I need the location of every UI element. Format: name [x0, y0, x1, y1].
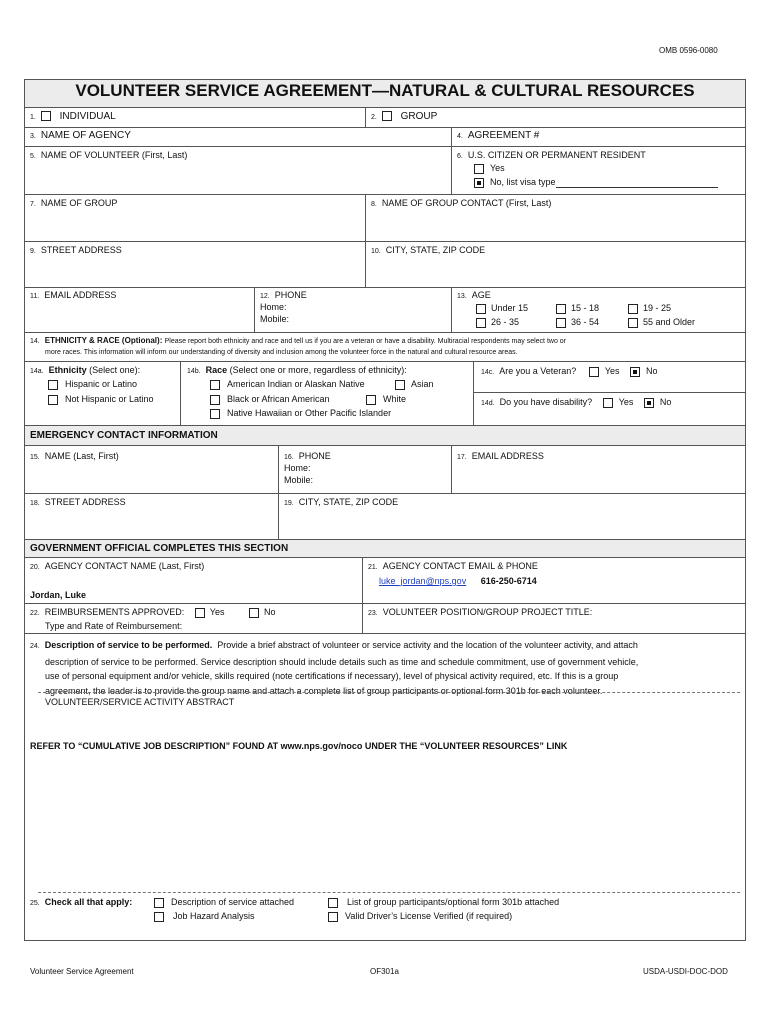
- field-18-street[interactable]: 18. STREET ADDRESS: [30, 497, 126, 507]
- agency-email-link[interactable]: luke_jordan@nps.gov: [379, 576, 467, 586]
- field-22-reimbursements: 22. REIMBURSEMENTS APPROVED: Yes No: [30, 607, 276, 617]
- field-4-agreement[interactable]: 4. AGREEMENT #: [457, 130, 540, 141]
- field-14-ethnicity-race: 14. ETHNICITY & RACE (Optional): Please report both ethnicity and race and tell us if you are a veteran or have a disability. Multiracial respondents may select two or: [30, 336, 567, 345]
- field-21-agency-email-phone: 21. AGENCY CONTACT EMAIL & PHONE: [368, 561, 538, 571]
- individual-checkbox[interactable]: [41, 111, 51, 121]
- field-24-description: 24. Description of service to be performed. Provide a brief abstract of volunteer or service activity and the location of the volunteer activity, and attach description of service to be performed. Service description should include details such as time and schedule commitment, use of government vehicle, use of personal equipment and/or vehicle, skills required (note certifications if necessary), level of physical activity required, etc. If this is a group agreement, the leader is to provide the group name and attach a complete list of group participants or optional form 301b for each volunteer.: [30, 640, 639, 696]
- field-17-email[interactable]: 17. EMAIL ADDRESS: [457, 451, 544, 461]
- reimbursement-yes-checkbox[interactable]: [195, 608, 205, 618]
- citizen-yes[interactable]: Yes: [474, 163, 505, 174]
- field-19-city[interactable]: 19. CITY, STATE, ZIP CODE: [284, 497, 399, 507]
- age-under-15[interactable]: Under 15: [476, 303, 528, 314]
- field-13-age: 13. AGE: [457, 290, 491, 300]
- check-description-attached[interactable]: Description of service attached: [154, 897, 294, 908]
- field-2-group: 2. GROUP: [371, 111, 438, 122]
- field-14d-disability: 14d. Do you have disability? Yes No: [481, 397, 672, 407]
- disability-yes-checkbox[interactable]: [603, 398, 613, 408]
- check-job-hazard-analysis[interactable]: Job Hazard Analysis: [154, 911, 255, 922]
- field-1-individual: 1. INDIVIDUAL: [30, 111, 116, 122]
- field-7-group-name[interactable]: 7. NAME OF GROUP: [30, 198, 118, 208]
- form-title: VOLUNTEER SERVICE AGREEMENT—NATURAL & CULTURAL RESOURCES: [75, 81, 695, 100]
- field-5-volunteer-name[interactable]: 5. NAME OF VOLUNTEER (First, Last): [30, 150, 188, 160]
- field-14a-ethnicity: 14a. Ethnicity (Select one):: [30, 365, 141, 375]
- footer-agencies: USDA-USDI-DOC-DOD: [643, 967, 728, 976]
- check-group-participants[interactable]: List of group participants/optional form 301b attached: [328, 897, 559, 908]
- age-26-35[interactable]: 26 - 35: [476, 317, 519, 328]
- agency-contact-values: [379, 576, 537, 586]
- field-10-city[interactable]: 10. CITY, STATE, ZIP CODE: [371, 245, 486, 255]
- age-36-54[interactable]: 36 - 54: [556, 317, 599, 328]
- service-activity-abstract-label: VOLUNTEER/SERVICE ACTIVITY ABSTRACT: [45, 697, 235, 707]
- agency-contact-name-value[interactable]: Jordan, Luke: [30, 590, 87, 600]
- field-15-name[interactable]: 15. NAME (Last, First): [30, 451, 119, 461]
- age-19-25[interactable]: 19 - 25: [628, 303, 671, 314]
- veteran-no-checkbox[interactable]: [630, 367, 640, 377]
- field-11-email[interactable]: 11. EMAIL ADDRESS: [30, 290, 117, 300]
- reimbursement-no-checkbox[interactable]: [249, 608, 259, 618]
- field-12-phone[interactable]: 12. PHONE Home: Mobile:: [260, 290, 307, 324]
- field-14c-veteran: 14c. Are you a Veteran? Yes No: [481, 366, 658, 376]
- age-15-18[interactable]: 15 - 18: [556, 303, 599, 314]
- field-6-citizen: 6. U.S. CITIZEN OR PERMANENT RESIDENT: [457, 150, 646, 160]
- footer-form-number: OF301a: [370, 967, 399, 976]
- field-8-group-contact[interactable]: 8. NAME OF GROUP CONTACT (First, Last): [371, 198, 552, 208]
- age-55-older[interactable]: 55 and Older: [628, 317, 695, 328]
- race-asian[interactable]: Asian: [395, 379, 434, 390]
- reimbursement-type-rate[interactable]: Type and Rate of Reimbursement:: [45, 621, 183, 631]
- race-american-indian[interactable]: American Indian or Alaskan Native: [210, 379, 365, 390]
- refer-cumulative-job-description: REFER TO “CUMULATIVE JOB DESCRIPTION” FOUND AT www.nps.gov/noco UNDER THE “VOLUNTEER RESOURCES” LINK: [30, 741, 568, 751]
- field-25-check-all: 25. Check all that apply:: [30, 897, 133, 907]
- government-section-header: GOVERNMENT OFFICIAL COMPLETES THIS SECTION: [30, 543, 289, 554]
- veteran-yes-checkbox[interactable]: [589, 367, 599, 377]
- citizen-no[interactable]: No, list visa type: [474, 177, 718, 188]
- race-native-hawaiian[interactable]: Native Hawaiian or Other Pacific Islander: [210, 408, 391, 419]
- citizen-no-checkbox[interactable]: [474, 178, 484, 188]
- check-drivers-license[interactable]: Valid Driver’s License Verified (if required): [328, 911, 512, 922]
- service-abstract-area[interactable]: [44, 770, 740, 890]
- disability-no-checkbox[interactable]: [644, 398, 654, 408]
- emergency-contact-header: EMERGENCY CONTACT INFORMATION: [30, 430, 218, 441]
- field-9-street[interactable]: 9. STREET ADDRESS: [30, 245, 122, 255]
- field-16-phone[interactable]: 16. PHONE Home: Mobile:: [284, 451, 331, 485]
- agency-phone: 616-250-6714: [480, 576, 537, 586]
- field-23-position-title[interactable]: 23. VOLUNTEER POSITION/GROUP PROJECT TITLE:: [368, 607, 593, 617]
- ethnicity-not-hispanic[interactable]: Not Hispanic or Latino: [48, 394, 154, 405]
- field-20-agency-contact: 20. AGENCY CONTACT NAME (Last, First): [30, 561, 205, 571]
- omb-number: OMB 0596-0080: [659, 46, 718, 55]
- ethnicity-hispanic[interactable]: Hispanic or Latino: [48, 379, 137, 390]
- footer-left: Volunteer Service Agreement: [30, 967, 134, 976]
- group-checkbox[interactable]: [382, 111, 392, 121]
- race-white[interactable]: White: [366, 394, 406, 405]
- field-14b-race: 14b. Race (Select one or more, regardless of ethnicity):: [187, 365, 407, 375]
- field-14-text2: more races. This information will inform our understanding of diversity and inclusion among the volunteer force in the natural and cultural resource areas.: [45, 349, 518, 356]
- field-3-agency[interactable]: 3. NAME OF AGENCY: [30, 130, 131, 141]
- race-black[interactable]: Black or African American: [210, 394, 330, 405]
